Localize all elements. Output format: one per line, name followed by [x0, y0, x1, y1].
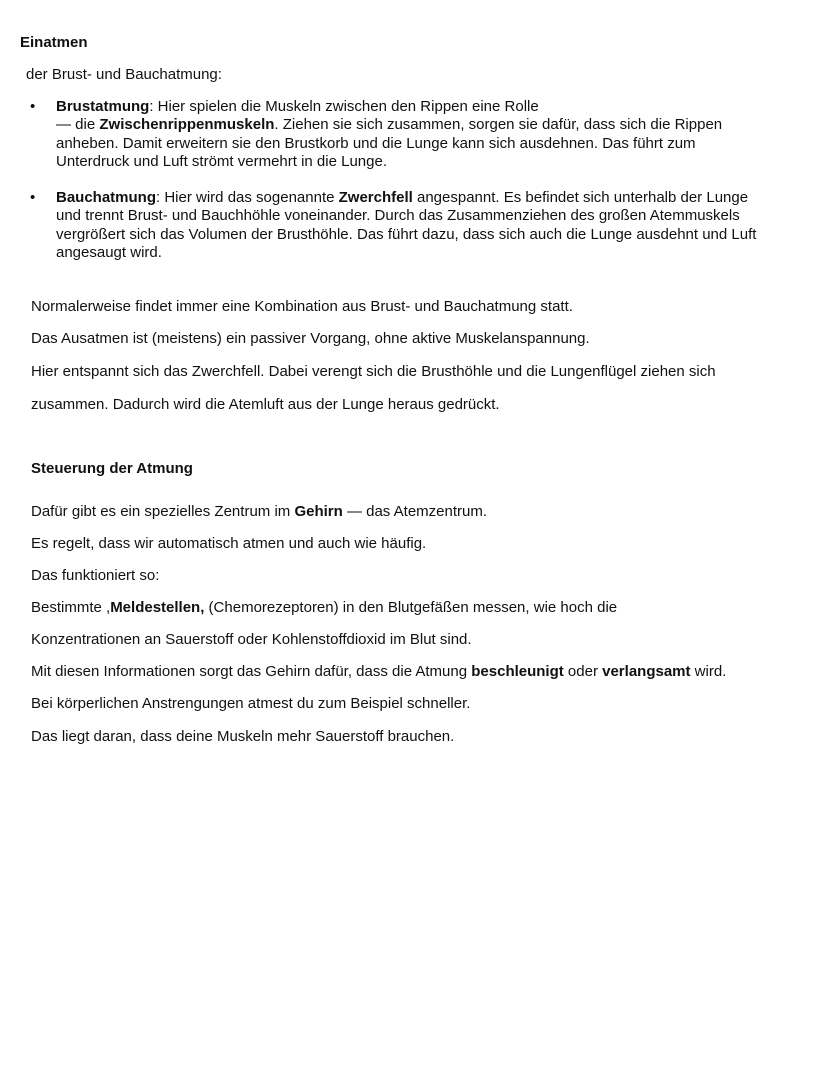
brustatmung-line2-rest: . Ziehen sie sich zusammen, sorgen sie dafür, dass sich die Rippen anheben. Damit erweitern sie den Brustkorb und die Lunge kann sich ausdehnen. Das führt zum Unterdruck und Luft strömt vermehrt in die Lunge. [56, 116, 723, 170]
subtitle: der Brust- und Bauchatmung: [26, 66, 222, 83]
term-zwerchfell: Zwerchfell [338, 189, 413, 207]
informationen-mid: oder [563, 663, 603, 680]
informationen-rest: wird. [690, 663, 727, 680]
zentrum-rest: — das Atemzentrum. [342, 503, 488, 520]
bullet-icon: • [30, 98, 36, 115]
paragraph-konzentrationen: Konzentrationen an Sauerstoff oder Kohlenstoffdioxid im Blut sind. [31, 631, 472, 648]
term-verlangsamt: verlangsamt [602, 663, 691, 680]
bullet-bauchatmung [0, 189, 768, 262]
paragraph-sauerstoff: Das liegt daran, dass deine Muskeln mehr Sauerstoff brauchen. [31, 728, 455, 745]
paragraph-ausatmen: Das Ausatmen ist (meistens) ein passiver Vorgang, ohne aktive Muskelanspannung. [31, 330, 590, 347]
term-zwischenrippenmuskeln: Zwischenrippenmuskeln [99, 116, 275, 134]
paragraph-kombination: Normalerweise findet immer eine Kombination aus Brust- und Bauchatmung statt. [31, 298, 573, 315]
zentrum-pre: Dafür gibt es ein spezielles Zentrum im [31, 503, 295, 520]
bullet-list [0, 98, 780, 280]
term-beschleunigt: beschleunigt [471, 663, 564, 680]
bullet-icon: • [30, 189, 36, 207]
heading-steuerung: Steuerung der Atmung [31, 460, 193, 477]
paragraph-zentrum [31, 503, 487, 520]
term-gehirn: Gehirn [294, 503, 343, 520]
brustatmung-line2-pre: — die [56, 116, 100, 134]
informationen-pre: Mit diesen Informationen sorgt das Gehirn dafür, dass die Atmung [31, 663, 472, 680]
paragraph-zusammen: zusammen. Dadurch wird die Atemluft aus der Lunge heraus gedrückt. [31, 396, 500, 413]
paragraph-regelt: Es regelt, dass wir automatisch atmen und auch wie häufig. [31, 535, 427, 552]
bauchatmung-pre: : Hier wird das sogenannte [156, 189, 339, 207]
brustatmung-line1: : Hier spielen die Muskeln zwischen den Rippen eine Rolle [149, 98, 539, 115]
bullet-brustatmung [0, 98, 768, 171]
paragraph-meldestellen [31, 599, 617, 616]
meldestellen-rest: (Chemorezeptoren) in den Blutgefäßen messen, wie hoch die [204, 599, 618, 616]
meldestellen-pre: Bestimmte , [31, 599, 111, 616]
term-bauchatmung: Bauchatmung [56, 189, 157, 207]
heading-einatmen: Einatmen [20, 34, 88, 51]
paragraph-funktioniert: Das funktioniert so: [31, 567, 160, 584]
term-meldestellen: Meldestellen, [110, 599, 205, 616]
bauchatmung-rest: angespannt. Es befindet sich unterhalb der Lunge und trennt Brust- und Bauchhöhle voneinander. Durch das Zusammenziehen des großen Atemmuskels vergrößert sich das Volumen der Brusthöhle. Das führt dazu, dass sich auch die Lunge ausdehnt und Luft angesaugt wird. [56, 189, 757, 262]
term-brustatmung: Brustatmung [56, 98, 150, 115]
paragraph-anstrengungen: Bei körperlichen Anstrengungen atmest du zum Beispiel schneller. [31, 695, 471, 712]
paragraph-zwerchfell: Hier entspannt sich das Zwerchfell. Dabei verengt sich die Brusthöhle und die Lungenflügel ziehen sich [31, 363, 716, 380]
paragraph-informationen [31, 663, 726, 680]
